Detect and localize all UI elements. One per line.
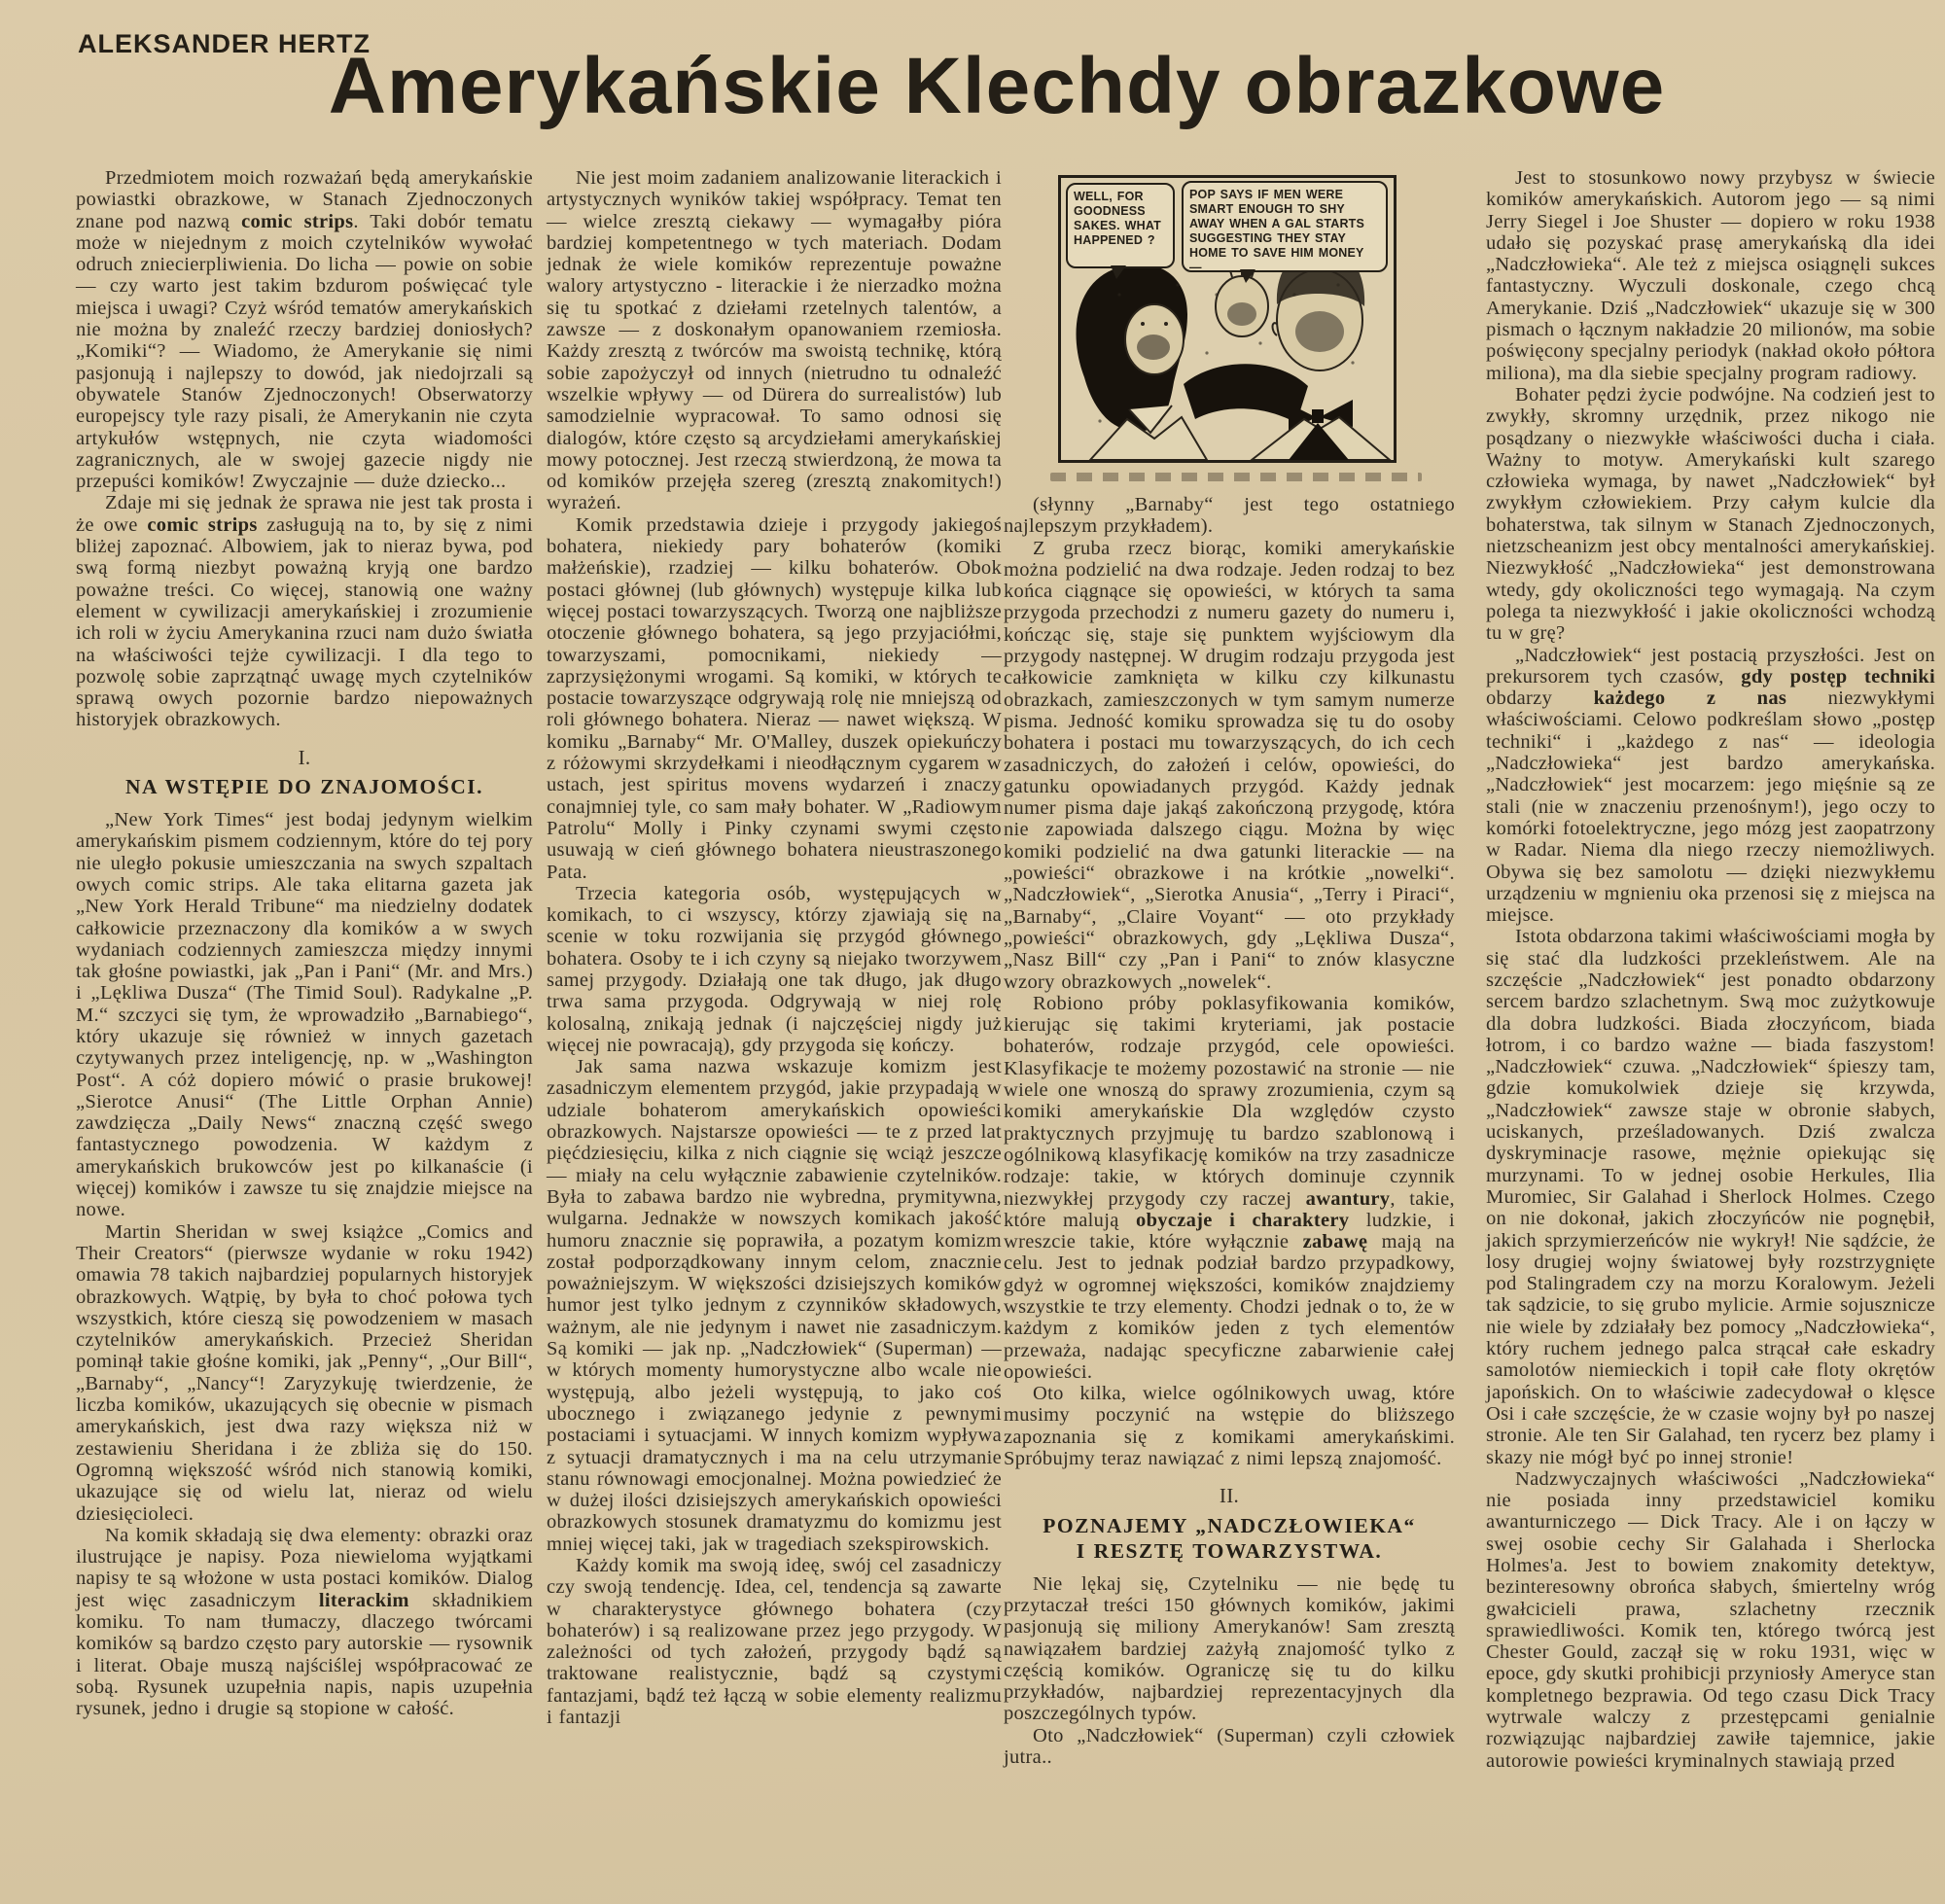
article-paragraph: (słynny „Barnaby“ jest tego ostatniego najlepszym przykładem). bbox=[1004, 494, 1455, 538]
column-3-text bbox=[1004, 494, 1455, 1768]
comic-caption-smudge bbox=[1050, 473, 1422, 481]
article-paragraph: Jest to stosunkowo nowy przybysz w świecie komików amerykańskich. Autorom jego — są nimi Jerry Siegel i Joe Shuster — dopiero w roku 1938 udało się pozyskać prasę amerykańską dla idei „Nadczłowieka“. Ale też z miejsca osiągnęli sukces fantastyczny. Wyczuli doskonale, czego chcą Amerykanie. Dziś „Nadczłowiek“ ukazuje się w 300 pismach o łącznym nakładzie 20 milionów, ma sobie poświęcony specjalny periodyk (nakład około półtora miliona), ma dla siebie specjalny program radiowy. bbox=[1486, 167, 1935, 384]
article-paragraph: Istota obdarzona takimi właściwościami mogła by się stać dla ludzkości przekleństwem. Ale na szczęście „Nadczłowiek“ jest ponadto obdarzony sercem bardzo szlachetnym. Swą moc zużytkowuje dla dobra ludzkości. Biada złoczyńcom, biada łotrom, i co bardzo ważne — biada faszystom! „Nadczłowiek“ czuwa. „Nadczłowiek“ śpieszy tam, gdzie komukolwiek dzieje się krzywda, „Nadczłowiek“ zawsze staje w obronie słabych, uciskanych, prześladowanych. Dziś zwalcza dyskryminacje rasowe, mężnie opiekując się murzynami. To w jednej osobie Herkules, Ilia Muromiec, Sir Galahad i Sherlock Holmes. Czego on nie dokonał, jakich złoczyńców nie pognębił, jakich sprzymierzeńców nie wykrył! Nie sądźcie, że losy drugiej wojny światowej były rozstrzygnięte pod Stalingradem czy na morzu Koralowym. Jeżeli tak sądzicie, to się grubo mylicie. Armie sojusznicze nie wiele by zdziałały bez pomocy „Nadczłowieka“, który ruchem jednego palca strącał całe eskadry samolotów niemieckich i topił całe floty okrętów japońskich. On to właściwie zadecydował o klęsce Osi i całe szczęście, że w czasie wojny był po naszej stronie. Ale ten Sir Galahad, ten rycerz bez plamy i skazy nie mógł być po innej stronie! bbox=[1486, 926, 1935, 1468]
article-paragraph: Zdaje mi się jednak że sprawa nie jest tak prosta i że owe comic strips zasługują na to, by się z nimi bliżej zapoznać. Albowiem, jak to nieraz bywa, pod swą formą niezbyt poważną kryją one bardzo poważne treści. Co więcej, stanowią one ważny element w cywilizacji amerykańskiej i zrozumienie ich roli w życiu Amerykanina rzuci nam dużo światła na właściwości tejże cywilizacji. I dla tego to pozwolę sobie zaprzątnąć uwagę mych czytelników sprawą owych pozornie bardzo niepoważnych historyjek obrazkowych. bbox=[76, 492, 533, 731]
article-paragraph: Z gruba rzecz biorąc, komiki amerykańskie można podzielić na dwa rodzaje. Jeden rodzaj to bez końca ciągnące się opowieści, w których ta sama przygoda przechodzi z numeru gazety do numeru i, kończąc się, staje się punktem wyjściowym dla przygody następnej. W drugim rodzaju przygoda jest całkowicie zamknięta w kilku czy kilkunastu obrazkach, zamieszczonych w tym samym numerze pisma. Jedność komiku sprowadza się tu do osoby bohatera i postaci mu towarzyszących, do ich cech zasadniczych, do założeń i celów, opowieści, do gatunku opowiadanych przygód. Każdy jednak numer pisma daje jakąś zakończoną przygodę, która nie zapowiada dalszego ciągu. Można by więc komiki podzielić na dwa gatunki literackie — na „powieści“ obrazkowe i na krótkie „nowelki“. „Nadczłowiek“, „Sierotka Anusia“, „Terry i Piraci“, „Barnaby“, „Claire Voyant“ — oto przykłady „powieści“ obrazkowych, gdy „Lękliwa Dusza“, „Nasz Bill“ czy „Pan i Pani“ to znów klasyczne wzory obrazkowych „nowelek“. bbox=[1004, 537, 1455, 993]
article-paragraph: Robiono próby poklasyfikowania komików, kierując się takimi kryteriami, jak postacie bohaterów, rodzaje przygód, cele opowieści. Klasyfikacje te możemy pozostawić na stronie — nie wiele one wnoszą do sprawy zrozumienia, czym są komiki amerykańskie Dla względów czysto praktycznych przyjmuję tu bardzo szablonową i ogólnikową klasyfikację komików na trzy zasadnicze rodzaje: takie, w których dominuje czynnik niezwykłej przygody czy raczej awantury, takie, które malują obyczaje i charaktery ludzkie, i wreszcie takie, które wyłącznie zabawę mają na celu. Jest to jednak podział bardzo przypadkowy, gdyż w ogromnej większości, komików znajdziemy wszystkie te trzy elementy. Chodzi jednak o to, że w każdym z komików jeden z tych elementów przeważa, nadając specyficzne zabarwienie całej opowieści. bbox=[1004, 992, 1455, 1383]
speech-balloon-right: POP SAYS IF MEN WERE SMART ENOUGH TO SHY AWAY WHEN A GAL STARTS SUGGESTING THEY STAY HOME TO SAVE HIM MONEY — bbox=[1182, 181, 1388, 272]
comic-strip-figure bbox=[1004, 167, 1455, 494]
article-paragraph: Bohater pędzi życie podwójne. Na codzień jest to zwykły, skromny urzędnik, przez nikogo nie posądzany o niezwykłe właściwości ducha i ciała. Ważny to motyw. Amerykański kult szarego człowieka wymaga, by nawet „Nadczłowiek“ był zwykłym człowiekiem. Przy całym kulcie dla bohaterstwa, tak silnym w Stanach Zjednoczonych, nietzscheanizm jest obcy mentalności amerykańskiej. Niezwykłość „Nadczłowieka“ jest demonstrowana wtedy, gdy okoliczności tego wymagają. Na czym polega ta niezwykłość i jakie okoliczności wchodzą tu w grę? bbox=[1486, 383, 1935, 645]
section-number: I. bbox=[298, 745, 311, 769]
article-paragraph: „New York Times“ jest bodaj jedynym wielkim amerykańskim pismem codziennym, które do tej pory nie uległo pokusie umieszczania na swych szpaltach owych comic strips. Ale taka elitarna gazeta jak „New York Herald Tribune“ ma niedzielny dodatek całkowicie przeznaczony dla komików a w swych wydaniach codziennych zamieszcza między innymi tak głośne powiastki, jak „Pan i Pani“ (Mr. and Mrs.) i „Lękliwa Dusza“ (The Timid Soul). Radykalne „P. M.“ szczyci się tym, że wprowadziło „Barnabiego“, który ukazuje się również w innych gazetach czytywanych przez inteligencję, np. w „Washington Post“. A cóż dopiero mówić o prasie brukowej! „Sierotce Anusi“ (The Little Orphan Annie) zawdzięcza „Daily News“ znaczną część swego fantastycznego powodzenia. W każdym z amerykańskich brukowców jest po kilkanaście (i więcej) komików i zawsze tu się znajdzie miejsce na nowe. bbox=[76, 809, 533, 1221]
article-paragraph: Nie jest moim zadaniem analizowanie literackich i artystycznych wyników takiej współpracy. Temat ten — wielce zresztą ciekawy — wymagałby pióra bardziej kompetentnego w tych materiach. Dodam jednak że wiele komików reprezentuje poważne walory artystyczno - literackie i że nierzadko można się tu spotkać z dziełami rzetelnych talentów, a zawsze — z doskonałym opanowaniem rzemiosła. Każdy zresztą z twórców ma swoistą technikę, którą sobie zapożyczył od innych (nietrudno tu odnaleźć wszelkie wpływy — od Dürera do surrealistów) lub samodzielnie wypracował. To samo odnosi się dialogów, które często są arcydziełami amerykańskiej mowy potocznej. Jest rzeczą stwierdzoną, że mowa ta od komików przejęła szereg (zresztą znakomitych!) wyrażeń. bbox=[547, 167, 1002, 514]
section-heading bbox=[1004, 1485, 1455, 1563]
section-title-line: NA WSTĘPIE DO ZNAJOMOŚCI. bbox=[124, 775, 484, 799]
article-paragraph: Na komik składają się dwa elementy: obrazki oraz ilustrujące je napisy. Poza niewieloma wyjątkami napisy te są włożone w usta postaci komików. Dialog jest więc zasadniczym literackim składnikiem komiku. To nam tłumaczy, dlaczego twórcami komików są bardzo często pary autorskie — rysownik i literat. Obaje muszą najściślej współpracować ze sobą. Rysunek uzupełnia napis, napis uzupełnia rysunek, jedno i drugie są stopione w całość. bbox=[76, 1524, 533, 1720]
section-heading bbox=[76, 747, 533, 799]
article-paragraph: Jak sama nazwa wskazuje komizm jest zasadniczym elementem przygód, jakie przypadają w udziale bohaterom amerykańskich opowieści obrazkowych. Najstarsze opowieści — te z przed lat pięćdziesięciu, kilka z nich ciągnie się wciąż jeszcze — miały na celu wyłącznie zabawienie czytelników. Była to zabawa bardzo nie wybredna, prymitywna, wulgarna. Jednakże w nowszych komikach jakość humoru znacznie się poprawiła, a pozatym komizm został podporządkowany innym celom, znacznie poważniejszym. W większości dzisiejszych komików humor jest tylko jednym z czynników składowych, ważnym, ale nie jedynym i nawet nie zasadniczym. Są komiki — jak np. „Nadczłowiek“ (Superman) — w których momenty humorystyczne albo wcale nie występują, albo jeżeli występują, to jako coś ubocznego i związanego jedynie z pewnymi postaciami i sytuacjami. W innych komizm wypływa z sytuacji dramatycznych i ma na celu utrzymanie stanu równowagi emocjonalnej. Można powiedzieć że w dużej ilości dzisiejszych amerykańskich opowieści obrazkowych stosunek dramatyzmu do komizmu jest mniej więcej taki, jak w tragediach szekspirowskich. bbox=[547, 1056, 1002, 1555]
article-paragraph: Każdy komik ma swoją ideę, swój cel zasadniczy czy swoją tendencję. Idea, cel, tendencja są zawarte w charakterystyce głównego bohatera (czy bohaterów) i są realizowane przez jego przygody. W zależności od tych założeń, przygody bądź są traktowane realistycznie, bądź są czystymi fantazjami, bądź też łączą w sobie elementy realizmu i fantazji bbox=[547, 1555, 1002, 1729]
article-paragraph: „Nadczłowiek“ jest postacią przyszłości. Jest on prekursorem tych czasów, gdy postęp techniki obdarzy każdego z nas niezwykłymi właściwościami. Celowo podkreślam słowo „postęp techniki“ i „każdego z nas“ — ideologia „Nadczłowieka“ jest bardzo amerykańska. „Nadczłowiek“ jest mocarzem: jego mięśnie są ze stali (nie w znaczeniu przenośnym!), jego oczy to komórki fotoelektryczne, jego mózg jest zaopatrzony w Radar. Niema dla niego rzeczy niemożliwych. Obywa się bez samolotu — dzięki niezwykłemu urządzeniu w mgnieniu oka przenosi się z miejsca na miejsce. bbox=[1486, 644, 1935, 927]
section-title-line: POZNAJEMY „NADCZŁOWIEKA“ bbox=[1043, 1513, 1416, 1537]
article-paragraph: Nie lękaj się, Czytelniku — nie będę tu przytaczał treści 150 głównych komików, jakimi pasjonują się miliony Amerykanów! Sam zresztą nawiązałem bardziej zażyłą znajomość tylko z częścią komików. Ograniczę się tu do kilku przykładów, najbardziej reprezentacyjnych dla poszczególnych typów. bbox=[1004, 1572, 1455, 1725]
article-paragraph: Oto kilka, wielce ogólnikowych uwag, które musimy poczynić na wstępie do bliższego zapoznania się z komikami amerykańskimi. Spróbujmy teraz nawiązać z nimi lepszą znajomość. bbox=[1004, 1383, 1455, 1470]
article-paragraph: Trzecia kategoria osób, występujących w komikach, to ci wszyscy, którzy zjawiają się na scenie w toku rozwijania się przygód głównego bohatera. Osoby te i ich czyny są niejako tworzywem samej przygody. Działają one tak długo, jak długo trwa sama przygoda. Odgrywają w niej rolę kolosalną, znikają jednak (i najczęściej nigdy już więcej nie powracają), gdy przygoda się kończy. bbox=[547, 882, 1002, 1056]
text-column-1 bbox=[76, 167, 533, 1719]
article-paragraph: Nadzwyczajnych właściwości „Nadczłowieka“ nie posiada inny przedstawiciel komiku awanturniczego — Dick Tracy. Ale i on łączy w swej osobie cechy Sir Galahada i Sherlocka Holmes'a. Jest to bowiem znakomity detektyw, bezinteresowny obrońca słabych, śmiertelny wróg gwałcicieli prawa, szlachetny rzecznik sprawiedliwości. Komik ten, którego twórcą jest Chester Gould, zaczął się w roku 1931, więc w epoce, gdy skutki prohibicji przyniosły Ameryce stan kompletnego bezprawia. Od tego czasu Dick Tracy wytrwale walczy z przestępcami genialnie rozwiązując najbardziej zawiłe tajemnice, jakie autorowie powieści kryminalnych stawiają przed bbox=[1486, 1467, 1935, 1772]
article-paragraph: Komik przedstawia dzieje i przygody jakiegoś bohatera, niekiedy pary bohaterów (komiki małżeńskie), rzadziej — kilku bohaterów. Obok postaci głównej (lub głównych) występuje kilka lub więcej postaci towarzyszących. Tworzą one najbliższe otoczenie głównego bohatera, są jego przyjaciółmi, towarzyszami, pomocnikami, niekiedy — zaprzysiężonymi wrogami. Są komiki, w których te postacie towarzyszące odgrywają rolę nie mniejszą od roli głównego bohatera. Nieraz — nawet większą. W komiku „Barnaby“ Mr. O'Malley, duszek opiekuńczy z różowymi skrzydełkami i nieodłącznym cygarem w ustach, jest spiritus movens wydarzeń i znaczy conajmniej tyle, co sam mały bohater. W „Radiowym Patrolu“ Molly i Pinky czynami swymi często usuwają w cień głównego bohatera nieustraszonego Pata. bbox=[547, 513, 1002, 883]
section-title-line: I RESZTĘ TOWARZYSTWA. bbox=[1076, 1538, 1383, 1563]
article-paragraph: Martin Sheridan w swej książce „Comics and Their Creators“ (pierwsze wydanie w roku 1942) omawia 78 takich najbardziej popularnych historyjek obrazkowych. Wątpię, by była to choć połowa tych wszystkich, które cieszą się powodzeniem w masach czytelników amerykańskich. Przecież Sheridan pominął takie głośne komiki, jak „Penny“, „Our Bill“, „Barnaby“, „Nancy“! Zaryzykuję twierdzenie, że liczba komików, ukazujących się obecnie w pismach amerykańskich, jest dwa razy większa niż w zestawieniu Sheridana i że zbliża się do 150. Ogromną większość wśród nich stanowią komiki, ukazujące się od wielu lat, nieraz od wielu dziesięcioleci. bbox=[76, 1220, 533, 1525]
speech-balloon-left: WELL, FOR GOODNESS SAKES. WHAT HAPPENED ? bbox=[1066, 183, 1175, 268]
text-column-2 bbox=[547, 167, 1002, 1728]
article-title: Amerykańskie Klechdy obrazkowe bbox=[328, 42, 1666, 130]
article-paragraph: Oto „Nadczłowiek“ (Superman) czyli człowiek jutra.. bbox=[1004, 1724, 1455, 1769]
article-author: ALEKSANDER HERTZ bbox=[78, 29, 371, 58]
comic-panel bbox=[1058, 175, 1397, 463]
text-column-3 bbox=[1004, 167, 1455, 1768]
section-number: II. bbox=[1219, 1484, 1240, 1508]
article-paragraph: Przedmiotem moich rozważań będą amerykańskie powiastki obrazkowe, w Stanach Zjednoczonych znane pod nazwą comic strips. Taki dobór tematu może w niejednym z moich czytelników wywołać odruch zniecierpliwienia. Do licha — powie on sobie — czy warto jest takim bzdurom poświęcać tyle miejsca i uwagi? Czyż wśród tematów amerykańskich nie można by znaleźć rzeczy bardziej doniosłych? „Komiki“? — Wiadomo, że Amerykanie się nimi pasjonują i najlepszy to dowód, jak niedojrzali są obywatele Stanów Zjednoczonych! Obserwatorzy europejscy tyle razy pisali, że Amerykanin nie czyta artykułów wstępnych, nie czyta wiadomości zagranicznych, ale w swojej gazecie nigdy nie przepuści komików! Zwyczajnie — duże dziecko... bbox=[76, 167, 533, 493]
text-column-4 bbox=[1486, 167, 1935, 1772]
